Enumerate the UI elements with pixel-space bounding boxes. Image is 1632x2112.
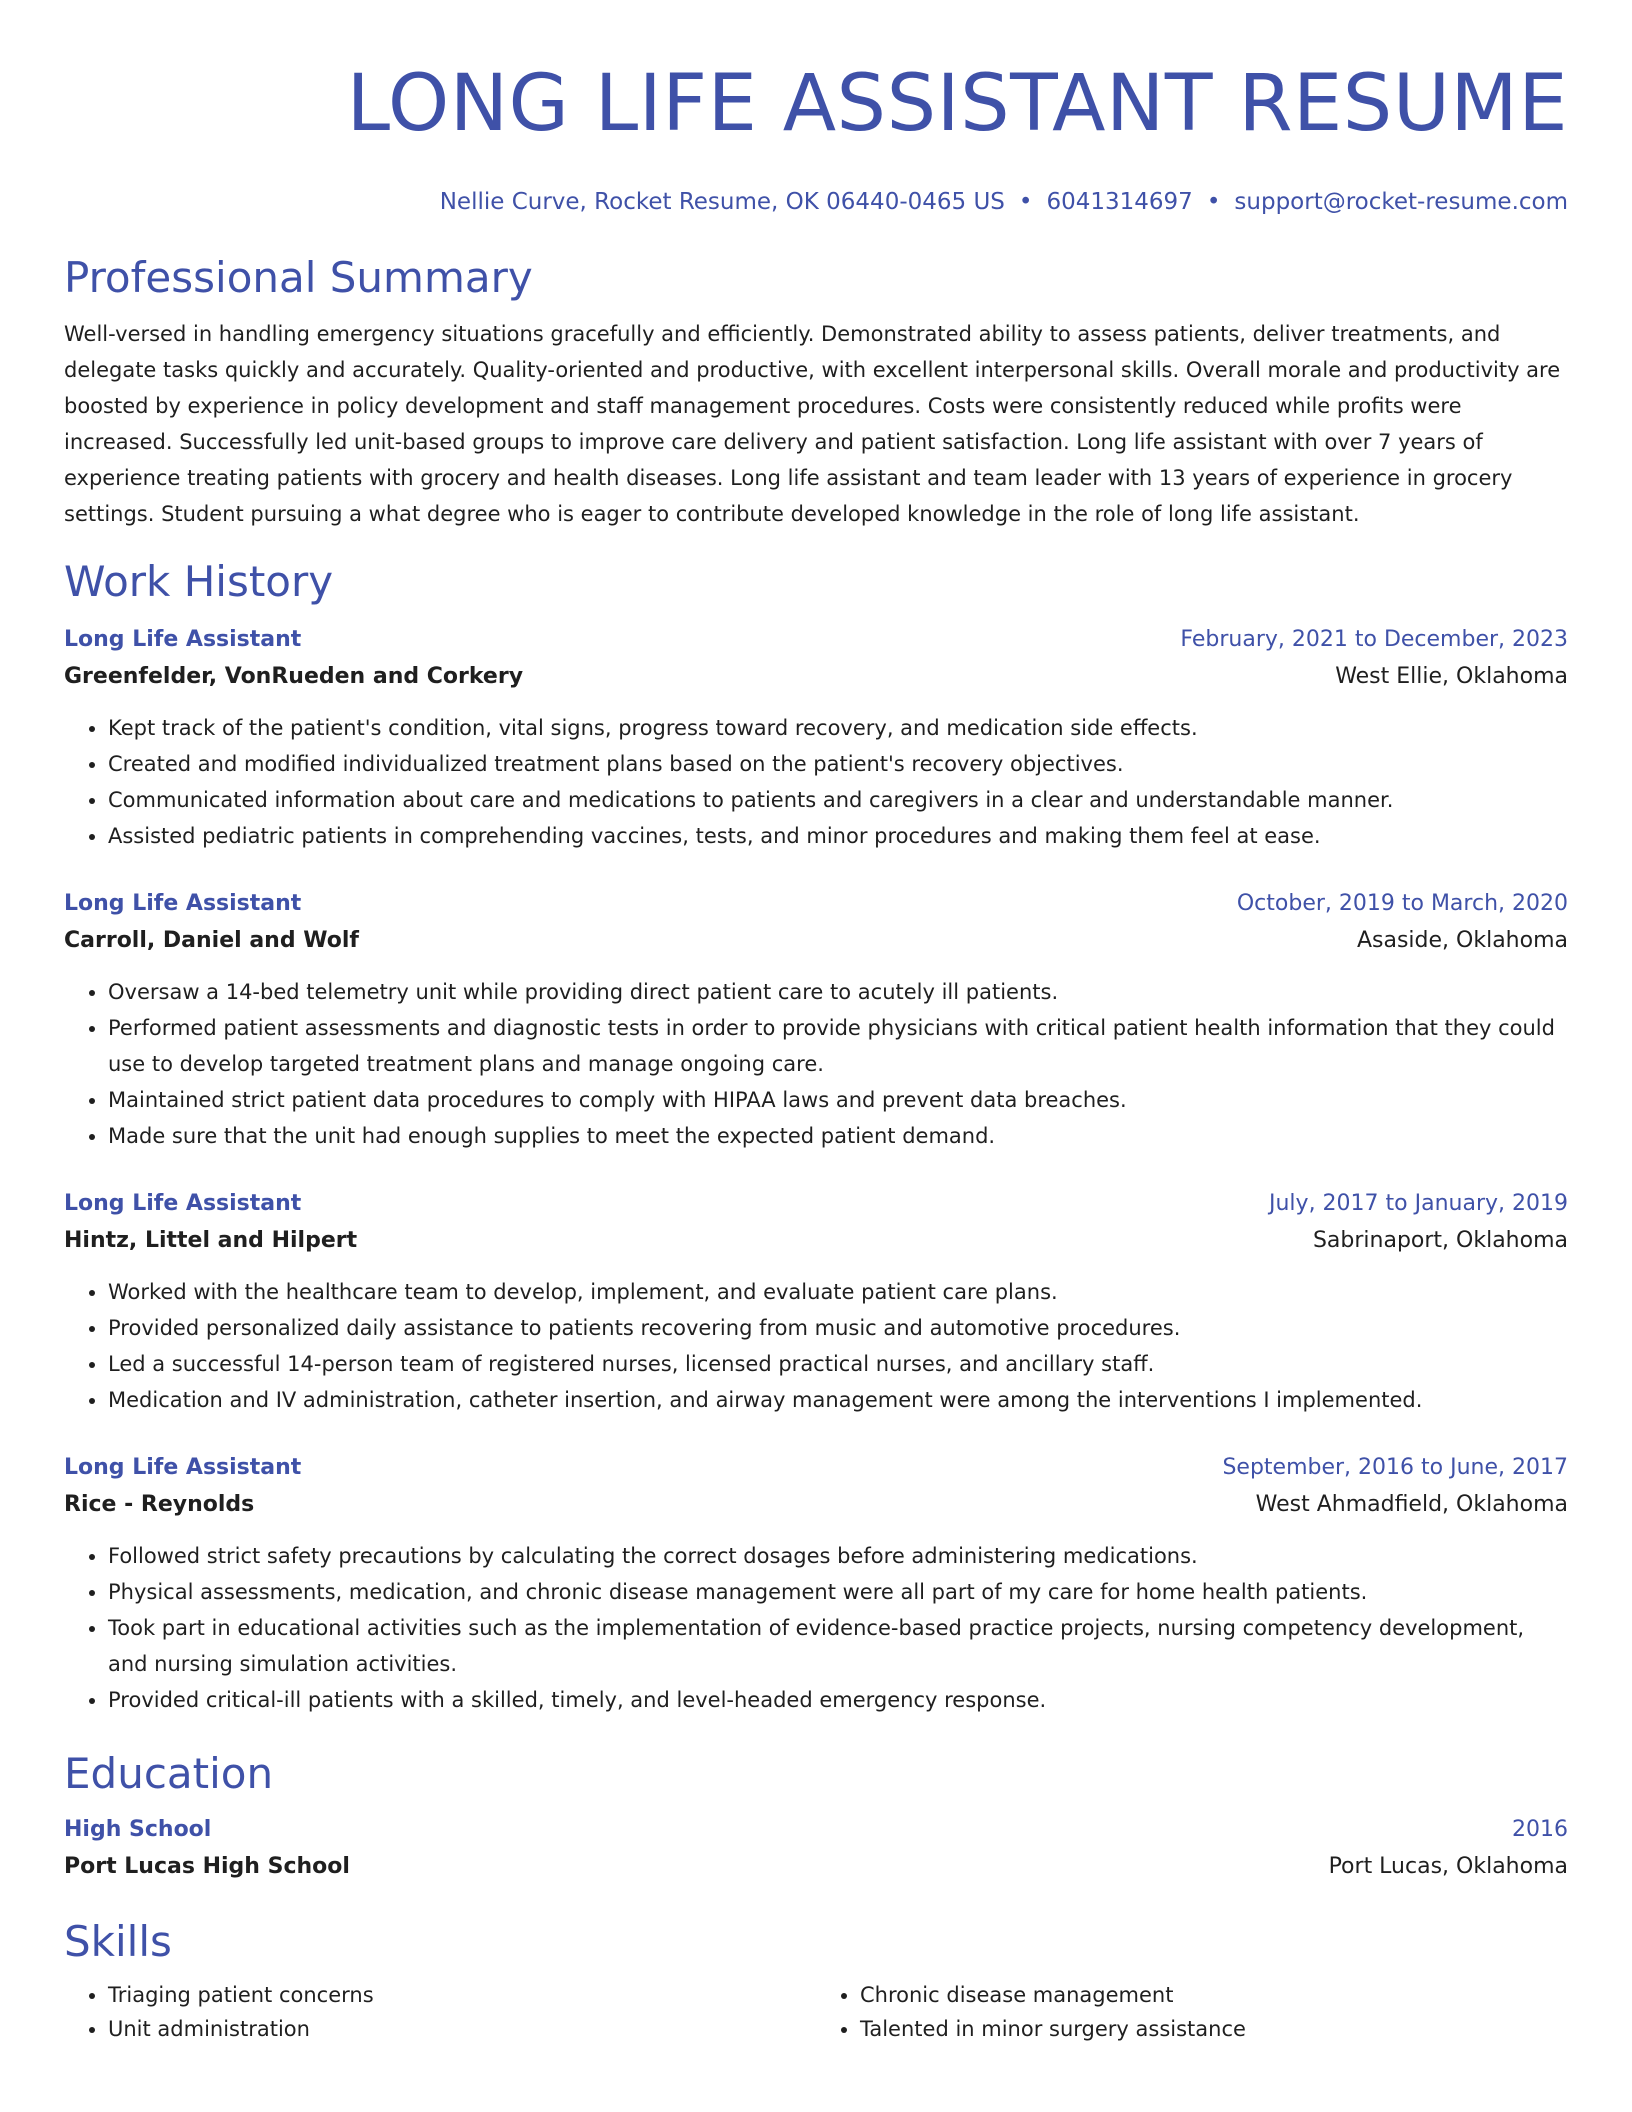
job-role: Long Life Assistant — [64, 1455, 302, 1480]
job-location: West Ellie, Oklahoma — [1335, 664, 1568, 689]
job-location: West Ahmadfield, Oklahoma — [1255, 1492, 1568, 1517]
job-entry — [64, 622, 1568, 854]
contact-address: Nellie Curve, Rocket Resume, OK 06440-0465 US — [439, 189, 1005, 215]
job-entry — [64, 1450, 1568, 1718]
education-heading: Education — [64, 1749, 274, 1798]
job-dates: July, 2017 to January, 2019 — [1269, 1191, 1568, 1216]
skills-list — [64, 1978, 1568, 2046]
job-bullet: • Physical assessments, medication, and chronic disease management were all part of my care for home health patients. — [108, 1574, 1568, 1610]
job-bullet: • Created and modified individualized treatment plans based on the patient's recovery objectives. — [108, 746, 1568, 782]
job-bullet: • Communicated information about care and medications to patients and caregivers in a clear and understandable manner. — [108, 782, 1568, 818]
job-bullets — [64, 710, 1568, 854]
skills-column-left — [64, 1978, 816, 2046]
job-company: Carroll, Daniel and Wolf — [64, 928, 359, 953]
job-bullet: • Medication and IV administration, catheter insertion, and airway management were among the interventions I implemented. — [108, 1382, 1568, 1418]
job-entry — [64, 1186, 1568, 1418]
job-company: Rice - Reynolds — [64, 1492, 255, 1517]
job-bullets — [64, 1274, 1568, 1418]
education-degree: High School — [64, 1817, 212, 1842]
job-role: Long Life Assistant — [64, 1191, 302, 1216]
skill-item: • Chronic disease management — [860, 1978, 1568, 2012]
skill-item: • Unit administration — [108, 2012, 816, 2046]
job-bullet: • Followed strict safety precautions by calculating the correct dosages before administering medications. — [108, 1538, 1568, 1574]
job-bullets — [64, 974, 1568, 1154]
work-history-list — [64, 622, 1568, 1718]
job-bullet: • Worked with the healthcare team to develop, implement, and evaluate patient care plans. — [108, 1274, 1568, 1310]
contact-line — [64, 186, 1568, 218]
job-location: Sabrinaport, Oklahoma — [1312, 1228, 1568, 1253]
job-bullet: • Led a successful 14-person team of registered nurses, licensed practical nurses, and ancillary staff. — [108, 1346, 1568, 1382]
job-dates: September, 2016 to June, 2017 — [1222, 1455, 1568, 1480]
job-bullet: • Made sure that the unit had enough supplies to meet the expected patient demand. — [108, 1118, 1568, 1154]
job-entry — [64, 886, 1568, 1154]
contact-email: support@rocket-resume.com — [1234, 189, 1568, 215]
skills-heading: Skills — [64, 1917, 172, 1966]
job-bullets — [64, 1538, 1568, 1718]
job-bullet: • Took part in educational activities such as the implementation of evidence-based practice projects, nursing competency development, and nursing simulation activities. — [108, 1610, 1568, 1682]
skill-item: • Triaging patient concerns — [108, 1978, 816, 2012]
contact-phone: 6041314697 — [1046, 189, 1193, 215]
summary-heading: Professional Summary — [64, 253, 533, 302]
job-bullet: • Provided critical-ill patients with a skilled, timely, and level-headed emergency response. — [108, 1682, 1568, 1718]
education-location: Port Lucas, Oklahoma — [1328, 1854, 1568, 1879]
resume-title: LONG LIFE ASSISTANT RESUME — [346, 59, 1568, 149]
job-bullet: • Performed patient assessments and diagnostic tests in order to provide physicians with critical patient health information that they could use to develop targeted treatment plans and manage ongoing care. — [108, 1010, 1568, 1082]
job-bullet: • Maintained strict patient data procedures to comply with HIPAA laws and prevent data breaches. — [108, 1082, 1568, 1118]
education-entry — [64, 1812, 1568, 1886]
job-company: Hintz, Littel and Hilpert — [64, 1228, 358, 1253]
job-company: Greenfelder, VonRueden and Corkery — [64, 664, 524, 689]
job-role: Long Life Assistant — [64, 891, 302, 916]
contact-separator: • — [1018, 189, 1033, 215]
job-bullet: • Provided personalized daily assistance to patients recovering from music and automotive procedures. — [108, 1310, 1568, 1346]
job-dates: October, 2019 to March, 2020 — [1236, 891, 1568, 916]
contact-separator: • — [1206, 189, 1221, 215]
job-bullet: • Assisted pediatric patients in comprehending vaccines, tests, and minor procedures and making them feel at ease. — [108, 818, 1568, 854]
skill-item: • Talented in minor surgery assistance — [860, 2012, 1568, 2046]
work-history-heading: Work History — [64, 557, 334, 606]
job-role: Long Life Assistant — [64, 627, 302, 652]
summary-text: Well-versed in handling emergency situations gracefully and efficiently. Demonstrated ability to assess patients, deliver treatments, and delegate tasks quickly and accurately. Quality-oriented and productive, with excellent interpersonal skills. Overall morale and productivity are boosted by experience in policy development and staff management procedures. Costs were consistently reduced while profits were increased. Successfully led unit-based groups to improve care delivery and patient satisfaction. Long life assistant with over 7 years of experience treating patients with grocery and health diseases. Long life assistant and team leader with 13 years of experience in grocery settings. Student pursuing a what degree who is eager to contribute developed knowledge in the role of long life assistant. — [64, 322, 1561, 526]
job-bullet: • Kept track of the patient's condition, vital signs, progress toward recovery, and medication side effects. — [108, 710, 1568, 746]
job-dates: February, 2021 to December, 2023 — [1180, 627, 1568, 652]
education-year: 2016 — [1512, 1817, 1568, 1842]
job-location: Asaside, Oklahoma — [1356, 928, 1568, 953]
education-school: Port Lucas High School — [64, 1854, 350, 1879]
job-bullet: • Oversaw a 14-bed telemetry unit while providing direct patient care to acutely ill patients. — [108, 974, 1568, 1010]
skills-column-right — [816, 1978, 1568, 2046]
